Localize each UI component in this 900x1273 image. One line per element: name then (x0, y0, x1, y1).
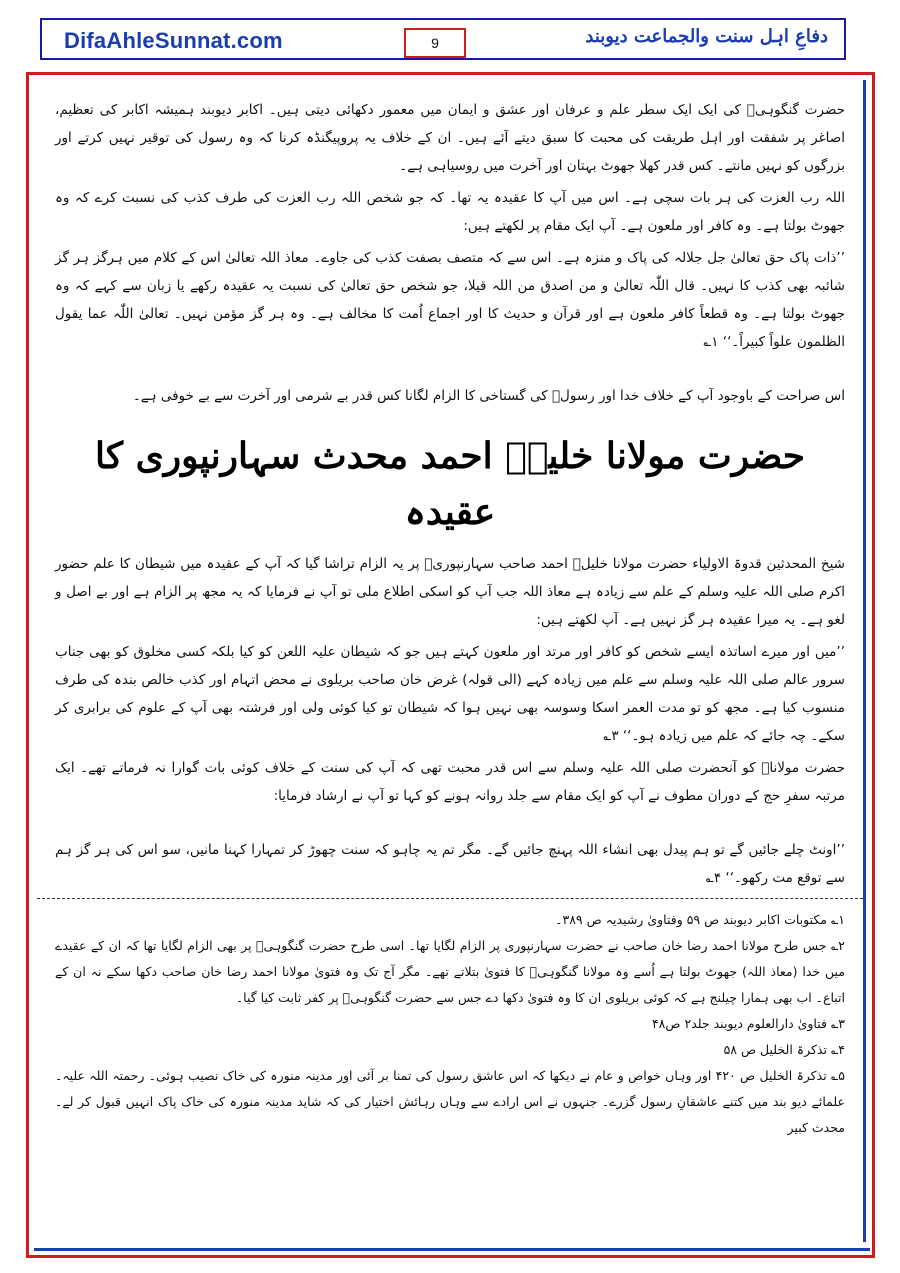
quote-2: ’’میں اور میرے اساتذہ ایسے شخص کو کافر اور مرتد اور ملعون کہتے ہیں جو کہ شیطان علیہ اللعن کو کیا بلکہ کسی مخلوق کو بھی جناب سرور عالم صلی اللہ علیہ وسلم سے علم میں زیادہ کہے (الی قولہ) غرض خان صاحب بریلوی نے محض اتہام اور کذب خالص بندہ کی طرف منسوب کیا ہے۔ مجھ کو تو مدت العمر اسکا وسوسہ بھی نہیں ہوا کہ شیطان تو کیا کوئی ولی اور فرشتہ بھی آپ کے علوم کی برابری کر سکے۔ چہ جائے کہ علم میں زیادہ ہو۔‘‘ ۳؎ (55, 644, 845, 744)
page-number: 9 (404, 28, 466, 58)
frame-shadow-bottom (34, 1248, 870, 1251)
page-body (55, 96, 845, 1141)
paragraph-2: اللہ رب العزت کی ہر بات سچی ہے۔ اس میں آپ کا عقیدہ یہ تھا۔ کہ جو شخص اللہ رب العزت کی طرف کذب کی نسبت کرے کہ وہ جھوٹ بولتا ہے۔ وہ کافر اور ملعون ہے۔ آپ ایک مقام پر لکھتے ہیں: (55, 190, 845, 234)
footnote-3: ۳؎ فتاویٰ دارالعلوم دیوبند جلد۲ ص۴۸ (651, 1016, 845, 1031)
quote-3: ’’اونٹ چلے جائیں گے تو ہم پیدل بھی انشاء اللہ پہنچ جائیں گے۔ مگر تم یہ چاہو کہ سنت چھوڑ کر تمہارا کہنا مانیں، سو اس کی ہر گز ہم سے توقع مت رکھو۔‘‘ ۴؎ (55, 842, 845, 886)
paragraph-5: حضرت مولاناؒ کو آنحضرت صلی اللہ علیہ وسلم سے اس قدر محبت تھی کہ آپ کی سنت کے خلاف کوئی بات گوارا نہ فرماتے تھے۔ ایک مرتبہ سفرِ حج کے دوران مطوف نے آپ کو ایک مقام سے جلد روانہ ہونے کو کہا تو آپ نے ارشاد فرمایا: (55, 760, 845, 804)
paragraph-4: شیخ المحدثین قدوۃ الاولیاء حضرت مولانا خلیلؒ احمد صاحب سہارنپوریؒ پر یہ الزام تراشا گیا کہ آپ کے عقیدہ میں شیطان کا علم حضور اکرم صلی اللہ علیہ وسلم کے علم سے زیادہ ہے معاذ اللہ جب آپ کو اسکی اطلاع ملی تو آپ نے فرمایا کہ یہ مجھ پر الزام ہے اور بے اصل و لغو ہے۔ یہ میرا عقیدہ ہر گز نہیں ہے۔ آپ لکھتے ہیں: (55, 556, 845, 628)
footnote-2: ۲؎ جس طرح مولانا احمد رضا خان صاحب نے حضرت سہارنپوری پر الزام لگایا تھا۔ اسی طرح حضرت گنگوہیؒ پر بھی الزام لگایا تھا کہ ان کے عقیدے میں خدا (معاذ اللہ) جھوٹ بولتا ہے اُسے وہ مولانا گنگوہیؒ کا فتویٰ بتلاتے تھے۔ مگر آج تک وہ فتویٰ مولانا احمد رضا خان صاحب دکھا سکے نہ ان کے اتباع۔ اب بھی ہمارا چیلنج ہے کہ کوئی بریلوی ان کا وہ فتویٰ دکھا دے جس سے حضرت گنگوہیؒ پر کفر ثابت کیا گیا۔ (55, 938, 845, 1005)
quote-1: ’’ذات پاک حق تعالیٰ جل جلالہ کی پاک و منزہ ہے۔ اس سے کہ متصف بصفت کذب کی جاوے۔ معاذ اللہ تعالیٰ اس کے کلام میں ہرگز ہر گز شائبہ بھی کذب کا نہیں۔ قال اللّٰہ تعالیٰ و من اصدق من اللہ قیلا، جو شخص حق تعالیٰ کی نسبت یہ عقیدہ رکھے یا زبان سے کہے کہ وہ جھوٹ بولتا ہے۔ وہ قطعاً کافر ملعون ہے اور قرآن و حدیث کا اور اجماع اُمت کا مخالف ہے۔ وہ ہر گز مؤمن نہیں۔ تعالیٰ اللّٰہ عما یقول الظلمون علواً کبیراً۔‘‘ ۱؎ (55, 250, 845, 350)
paragraph-1: حضرت گنگوہیؒ کی ایک ایک سطر علم و عرفان اور عشق و ایمان میں معمور دکھائی دیتی ہیں۔ اکابر دیوبند ہمیشہ اکابر کی تعظیم، اصاغر پر شفقت اور اہل طریقت کی محبت کا سبق دیتے آئے ہیں۔ ان کے خلاف یہ پروپیگنڈہ کرنا کہ وہ رسول کی توقیر نہیں کرتے اور بزرگوں کو نہیں مانتے۔ کس قدر کھلا جھوٹ بہتان اور آخرت میں روسیاہی ہے۔ (55, 102, 845, 174)
site-name[interactable]: DifaAhleSunnat.com (64, 28, 283, 53)
footnote-4: ۴؎ تذکرۃ الخلیل ص ۵۸ (723, 1042, 845, 1057)
footnote-1: ۱؎ مکتوبات اکابر دیوبند ص ۵۹ وفتاویٰ رشیدیہ ص ۳۸۹۔ (555, 912, 845, 927)
paragraph-3: اس صراحت کے باوجود آپ کے خلاف خدا اور رسولؐ کی گستاخی کا الزام لگانا کس قدر بے شرمی اور آخرت سے بے خوفی ہے۔ (132, 388, 845, 404)
footnote-5: ۵؎ تذکرۃ الخلیل ص ۴۲۰ اور وہاں خواص و عام نے دیکھا کہ اس عاشق رسول کی تمنا بر آئی اور مدینہ منورہ کی خاک نصیب ہوئی۔ رحمتہ اللہ علیہ۔ علمائے دیو بند میں کتنے عاشقانِ رسول گزرے۔ جنہوں نے اس ارادے سے وہاں رہائش اختیار کی کہ شاید مدینہ منورہ کی خاک پاک انہیں قبول کر لے۔ محدث کبیر (55, 1068, 845, 1135)
section-heading: حضرت مولانا خلیلؒ احمد محدث سہارنپوری کا عقیدہ (94, 435, 806, 533)
frame-shadow-right (863, 80, 866, 1242)
footnote-divider (37, 898, 863, 899)
footnotes (55, 907, 845, 1141)
page-header (40, 18, 846, 60)
book-title: دفاعِ اہل سنت والجماعت دیوبند (585, 26, 828, 47)
